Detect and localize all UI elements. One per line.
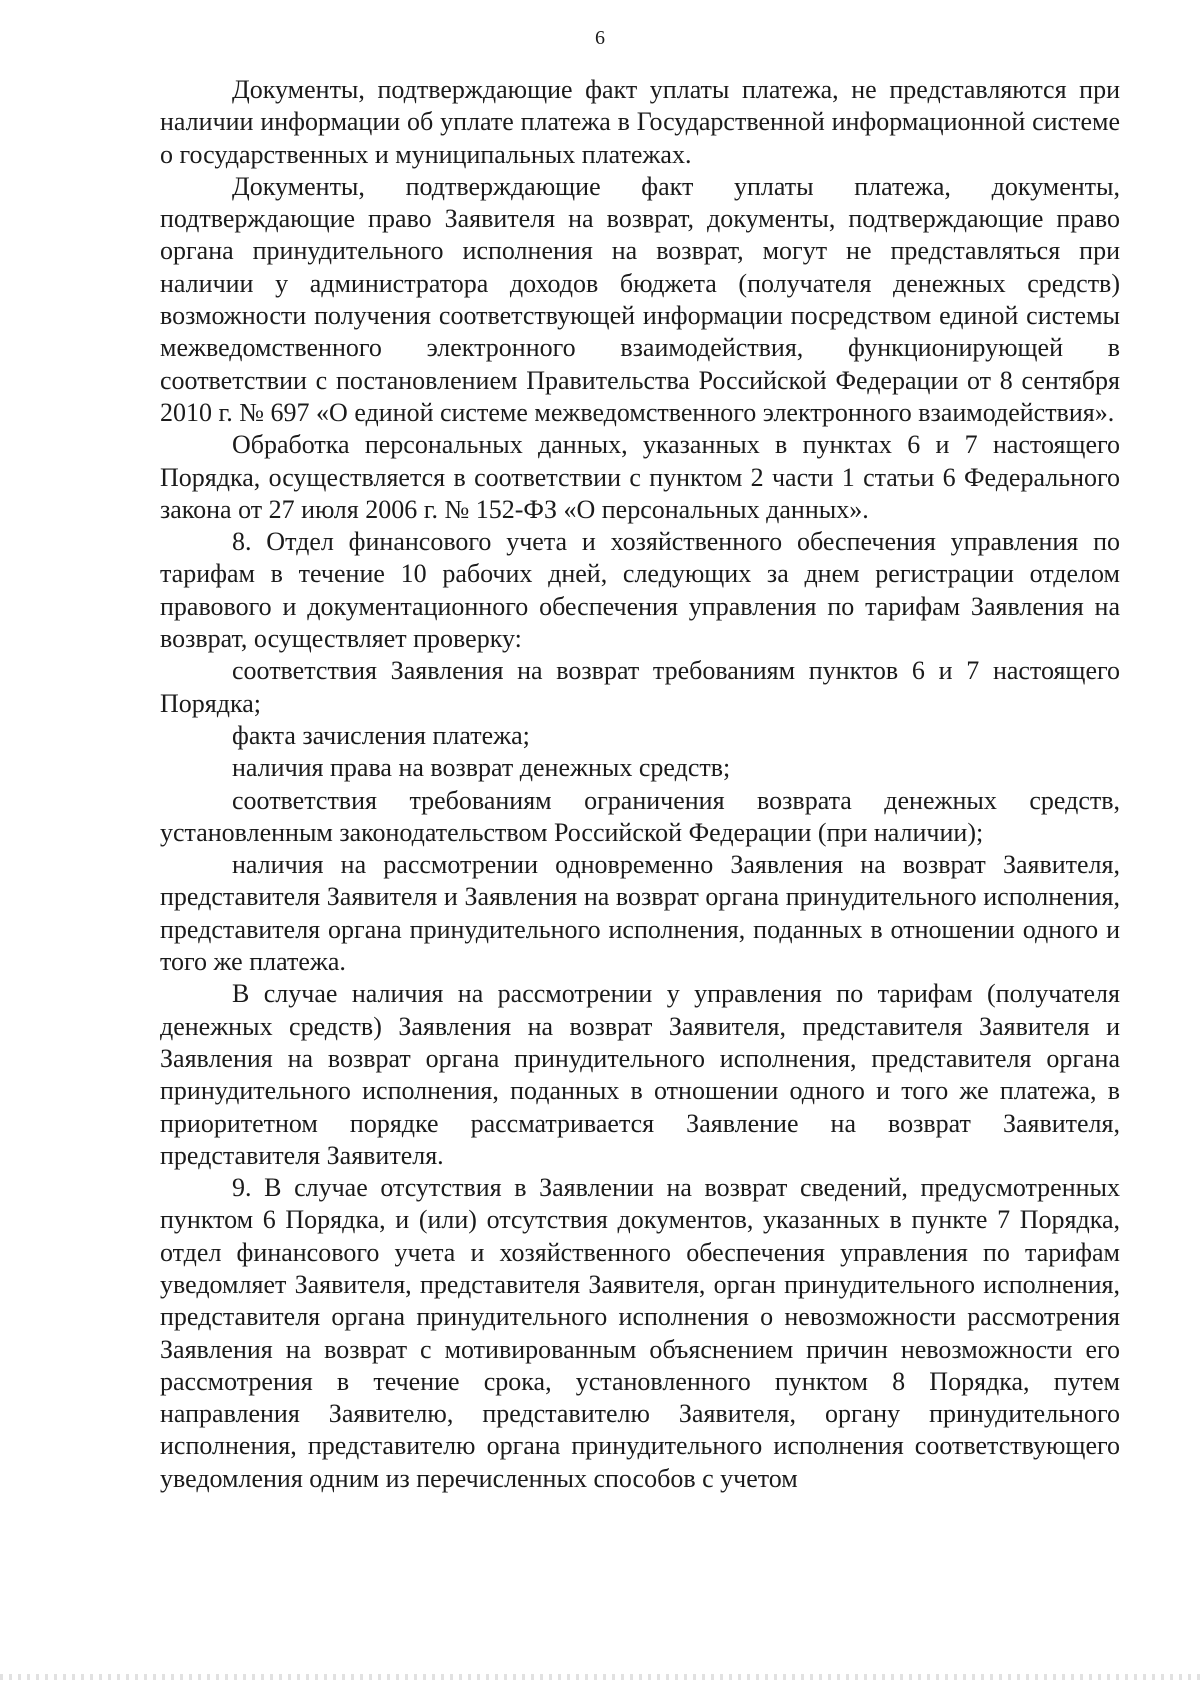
paragraph-check-simultaneous-applications: наличия на рассмотрении одновременно Заявления на возврат Заявителя, представителя Заявителя и Заявления на возврат органа принудительного исполнения, представителя органа принудительного исполнения, поданных в отношении одного и того же платежа.	[160, 850, 1120, 977]
paragraph-payment-docs-gis: Документы, подтверждающие факт уплаты платежа, не представляются при наличии информации об уплате платежа в Государственной информационной системе о государственных и муниципальных платежах.	[160, 75, 1120, 169]
paragraph-check-refund-right: наличия права на возврат денежных средств;	[232, 753, 731, 783]
document-body	[160, 74, 1120, 1495]
paragraph-item-8: 8. Отдел финансового учета и хозяйственного обеспечения управления по тарифам в течение 10 рабочих дней, следующих за днем регистрации отделом правового и документационного обеспечения управления по тарифам Заявления на возврат, осуществляет проверку:	[160, 527, 1120, 654]
page-number: 6	[595, 27, 605, 49]
paragraph-check-compliance: соответствия Заявления на возврат требованиям пунктов 6 и 7 настоящего Порядка;	[160, 656, 1120, 718]
paragraph-interagency-interaction: Документы, подтверждающие факт уплаты платежа, документы, подтверждающие право Заявителя на возврат, документы, подтверждающие право органа принудительного исполнения на возврат, могут не представляться при наличии у администратора доходов бюджета (получателя денежных средств) возможности получения соответствующей информации посредством единой системы межведомственного электронного взаимодействия, функционирующей в соответствии с постановлением Правительства Российской Федерации от 8 сентября 2010 г. № 697 «О единой системе межведомственного электронного взаимодействия».	[160, 171, 1120, 427]
paragraph-priority-review: В случае наличия на рассмотрении у управления по тарифам (получателя денежных средств) Заявления на возврат Заявителя, представителя Заявителя и Заявления на возврат органа принудительного исполнения, представителя органа принудительного исполнения, поданных в отношении одного и того же платежа, в приоритетном порядке рассматривается Заявление на возврат Заявителя, представителя Заявителя.	[160, 979, 1120, 1170]
paragraph-personal-data: Обработка персональных данных, указанных в пунктах 6 и 7 настоящего Порядка, осуществляется в соответствии с пунктом 2 части 1 статьи 6 Федерального закона от 27 июля 2006 г. № 152-ФЗ «О персональных данных».	[160, 430, 1120, 524]
paragraph-check-restrictions: соответствия требованиям ограничения возврата денежных средств, установленным законодательством Российской Федерации (при наличии);	[160, 785, 1120, 847]
scan-edge-noise	[0, 1674, 1200, 1680]
paragraph-check-crediting: факта зачисления платежа;	[232, 720, 530, 750]
paragraph-item-9: 9. В случае отсутствия в Заявлении на возврат сведений, предусмотренных пунктом 6 Порядка, и (или) отсутствия документов, указанных в пункте 7 Порядка, отдел финансового учета и хозяйственного обеспечения управления по тарифам уведомляет Заявителя, представителя Заявителя, орган принудительного исполнения, представителя органа принудительного исполнения о невозможности рассмотрения Заявления на возврат с мотивированным объяснением причин невозможности его рассмотрения в течение срока, установленного пунктом 8 Порядка, путем направления Заявителю, представителю Заявителя, органу принудительного исполнения, представителю органа принудительного исполнения соответствующего уведомления одним из перечисленных способов с учетом	[160, 1173, 1120, 1493]
